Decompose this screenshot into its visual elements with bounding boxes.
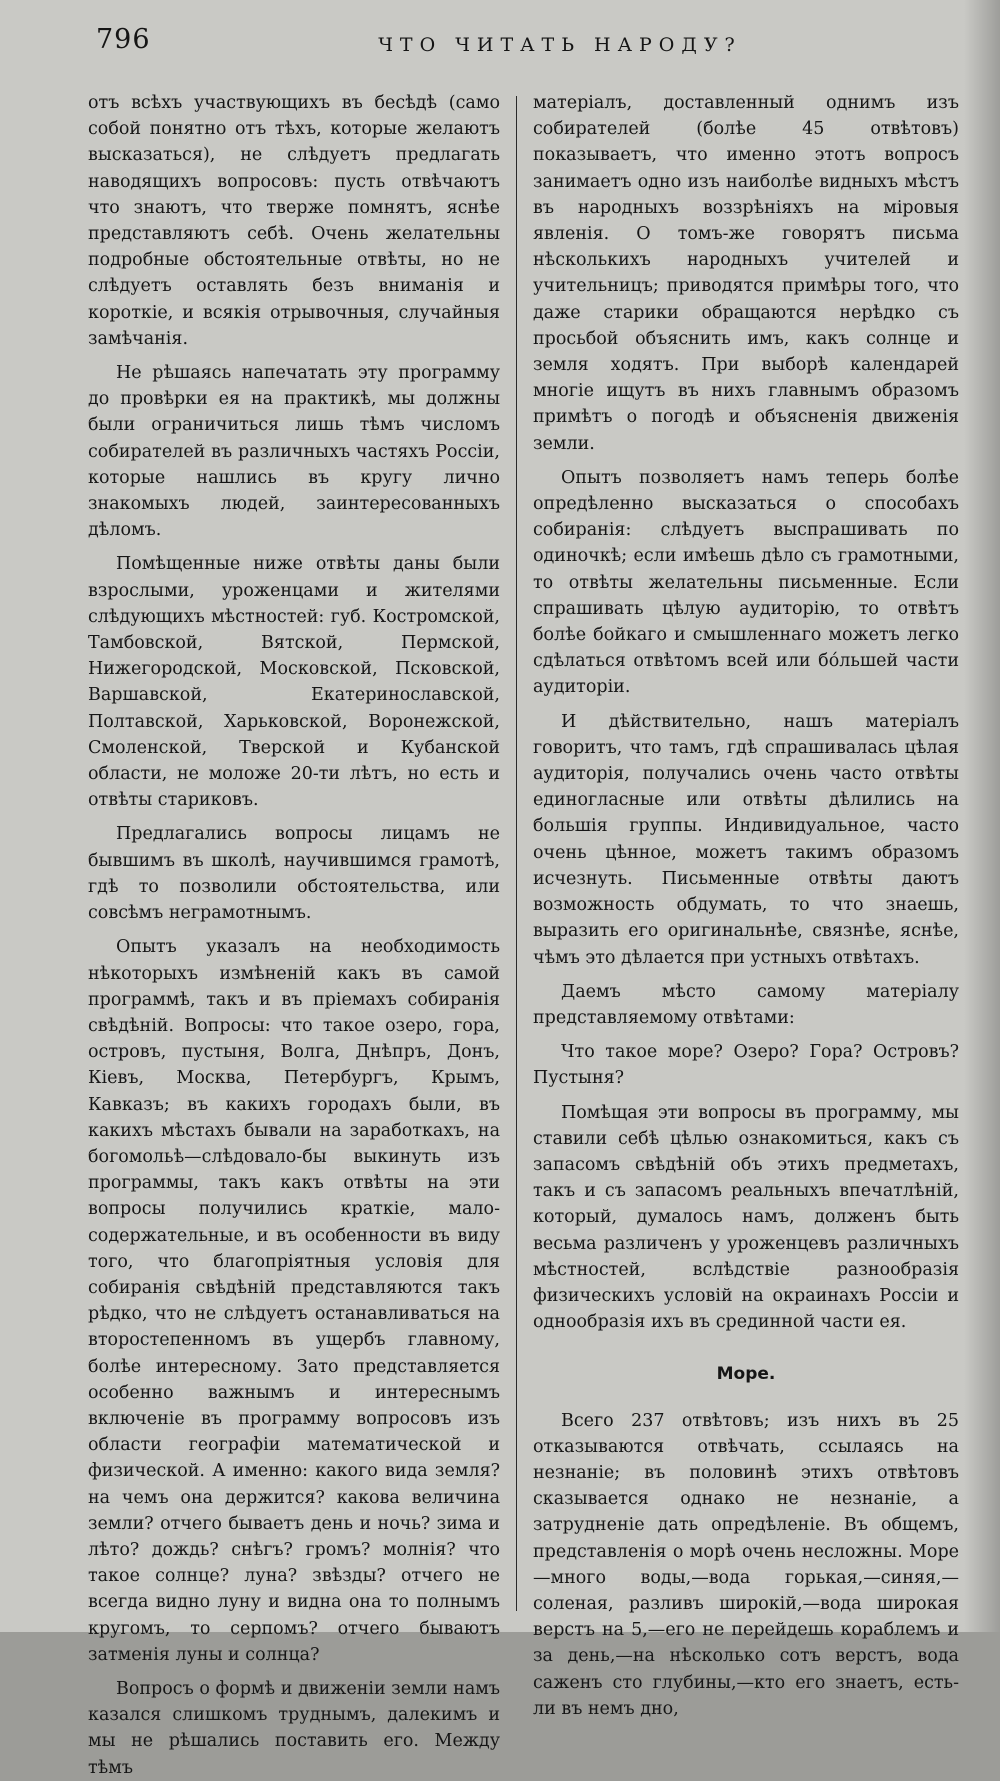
left-paragraph-4: Предлагались вопросы лицамъ не бывшимъ въ школѣ, научившимся грамотѣ, гдѣ то позволили обстоятельства, или совсѣмъ неграмотнымъ. [88, 824, 500, 924]
right-paragraph-6: Помѣщая эти вопросы въ программу, мы ставили себѣ цѣлью ознакомиться, какъ съ запасомъ свѣдѣній объ этихъ предметахъ, такъ и съ запасомъ реальныхъ впечатлѣній, который, думалось намъ, долженъ быть весьма различенъ у уроженцевъ различныхъ мѣстностей, вслѣдствіе разнообразія физическихъ условій на окраинахъ Россіи и однообразія ихъ въ срединной части ея. [533, 1102, 959, 1333]
left-paragraph-5: Опытъ указалъ на необходимость нѣкоторыхъ измѣненій какъ въ самой программѣ, такъ и въ пріемахъ собиранія свѣдѣній. Вопросы: что такое озеро, гора, островъ, пустыня, Волга, Днѣпръ, Донъ, Кіевъ, Москва, Петербургъ, Крымъ, Кавказъ; въ какихъ городахъ были, въ какихъ мѣстахъ бывали на заработкахъ, на богомольѣ—слѣдовало-бы выкинуть изъ программы, такъ какъ отвѣты на эти вопросы получились краткіе, мало-содержательные, и въ особенности въ виду того, что благопріятныя условія для собиранія свѣдѣній представляются такъ рѣдко, что не слѣдуетъ останавливаться на второстепенномъ въ ущербъ главному, болѣе интересному. Зато представляется особенно важнымъ и интереснымъ включеніе въ программу вопросовъ изъ области географіи математической и физической. А именно: какого вида земля? на чемъ она держится? какова величина земли? отчего бываетъ день и ночь? зима и лѣто? дождь? снѣгъ? громъ? молнія? что такое солнце? луна? звѣзды? отчего не всегда видно луну и видна она то полнымъ кругомъ, то серпомъ? отчего бываютъ затменія луны и солнца? [88, 937, 500, 1665]
page-number: 796 [96, 24, 151, 55]
left-paragraph-1: отъ всѣхъ участвующихъ въ бесѣдѣ (само собой понятно отъ тѣхъ, которые желаютъ высказаться), не слѣдуетъ предлагать наводящихъ вопросовъ: пусть отвѣчаютъ что знаютъ, что тверже помнятъ, яснѣе представляютъ себѣ. Очень желательны подробные обстоятельные отвѣты, но не слѣдуетъ оставлять безъ вниманія и короткіе, и всякія отрывочныя, случайныя замѣчанія. [88, 93, 500, 349]
right-paragraph-3: И дѣйствительно, нашъ матеріалъ говоритъ, что тамъ, гдѣ спрашивалась цѣлая аудиторія, получались очень часто отвѣты единогласные или отвѣты дѣлились на большія группы. Индивидуальное, часто очень цѣнное, можетъ такимъ образомъ исчезнуть. Письменные отвѣты даютъ возможность обдумать, то что знаешь, выразить его оригинальнѣе, связнѣе, яснѣе, чѣмъ это дѣлается при устныхъ отвѣтахъ. [533, 711, 959, 968]
right-paragraph-1: матеріалъ, доставленный однимъ изъ собирателей (болѣе 45 отвѣтовъ) показываетъ, что именно этотъ вопросъ занимаетъ одно изъ наиболѣе видныхъ мѣстъ въ народныхъ воззрѣніяхъ на міровыя явленія. О томъ-же говорятъ письма нѣсколькихъ народныхъ учителей и учительницъ; приводятся примѣры того, что даже старики обращаются нерѣдко съ просьбой объяснить имъ, какъ солнце и земля ходятъ. При выборѣ календарей многіе ищутъ въ нихъ главнымъ образомъ примѣтъ о погодѣ и объясненія движенія земли. [533, 93, 959, 454]
right-paragraph-7: Всего 237 отвѣтовъ; изъ нихъ въ 25 отказываются отвѣчать, ссылаясь на незнаніе; въ половинѣ этихъ отвѣтовъ сказывается однако не незнаніе, а затрудненіе дать опредѣленіе. Въ общемъ, представленія о морѣ очень несложны. Море—много воды,—вода горькая,—синяя,—соленая, разливъ широкій,—вода широкая верстъ на 5,—его не перейдешь кораблемъ и за день,—на нѣсколько сотъ верстъ, вода саженъ сто глубины,—кто его знаетъ, есть-ли въ немъ дно, [533, 1410, 959, 1719]
section-heading: Море. [716, 1364, 776, 1385]
running-title: ЧТО ЧИТАТЬ НАРОДУ? [378, 34, 742, 56]
right-paragraph-4: Даемъ мѣсто самому матеріалу представляемому отвѣтами: [533, 981, 959, 1028]
left-paragraph-2: Не рѣшаясь напечатать эту программу до провѣрки ея на практикѣ, мы должны были ограничиться лишь тѣмъ числомъ собирателей въ различныхъ частяхъ Россіи, которые нашлись въ кругу лично знакомыхъ людей, заинтересованныхъ дѣломъ. [88, 363, 500, 541]
left-column [88, 90, 500, 1778]
left-paragraph-3: Помѣщенные ниже отвѣты даны были взрослыми, уроженцами и жителями слѣдующихъ мѣстностей: губ. Костромской, Тамбовской, Вятской, Пермской, Нижегородской, Московской, Псковской, Варшавской, Екатеринославской, Полтавской, Харьковской, Воронежской, Смоленской, Тверской и Кубанской области, не моложе 20-ти лѣтъ, но есть и отвѣты стариковъ. [88, 554, 500, 811]
right-paragraph-2: Опытъ позволяетъ намъ теперь болѣе опредѣленно высказаться о способахъ собиранія: слѣдуетъ выспрашивать по одиночкѣ; если имѣешь дѣло съ грамотными, то отвѣты желательны письменные. Если спрашивать цѣлую аудиторію, то отвѣтъ болѣе бойкаго и смышленнаго можетъ легко сдѣлаться отвѣтомъ всей или бóльшей части аудиторіи. [533, 467, 959, 698]
column-divider [516, 96, 517, 1611]
right-column [533, 90, 959, 1719]
right-paragraph-5: Что такое море? Озеро? Гора? Островъ? Пустыня? [533, 1042, 959, 1089]
left-paragraph-6: Вопросъ о формѣ и движеніи земли намъ казался слишкомъ труднымъ, далекимъ и мы не рѣшались поставить его. Между тѣмъ [88, 1678, 500, 1778]
page-edge-shadow [964, 0, 1000, 1632]
